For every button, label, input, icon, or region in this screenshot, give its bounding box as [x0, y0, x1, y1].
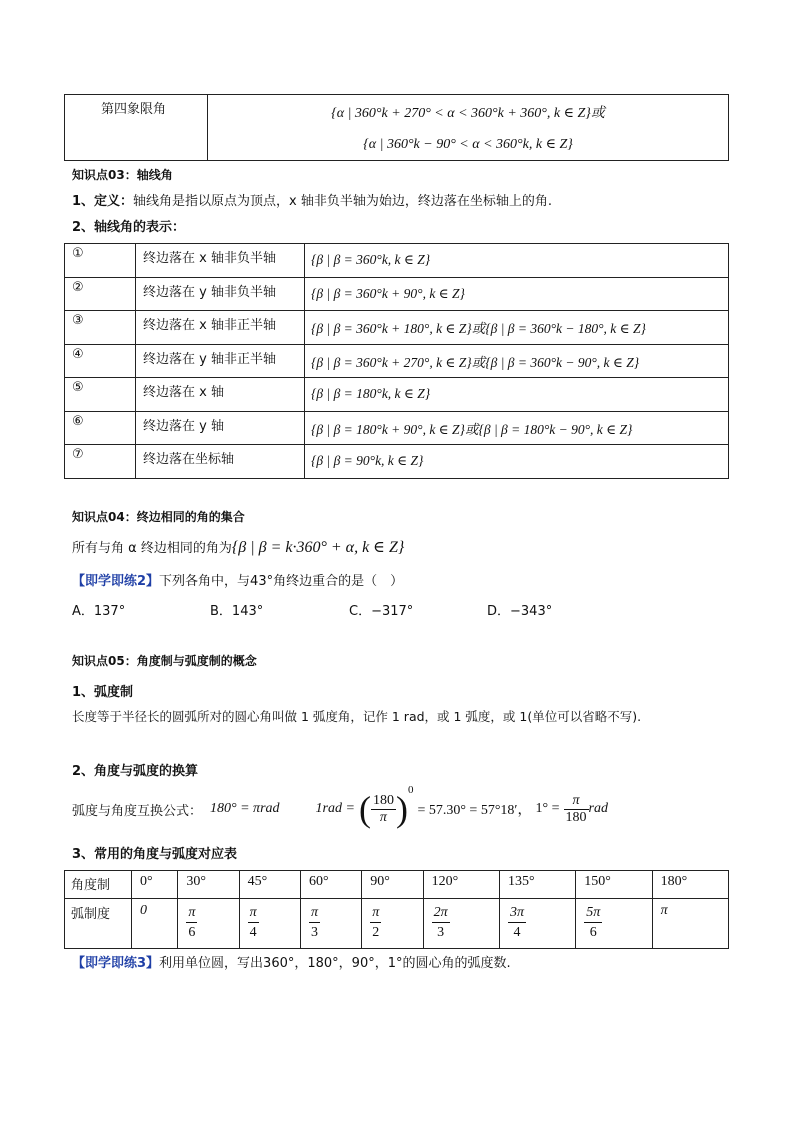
degree-value: 30° — [186, 874, 206, 889]
degree-value: 135° — [507, 874, 535, 889]
axis-row-number-cell — [65, 277, 136, 311]
degree-value: 0° — [140, 874, 153, 889]
radian-num: 5π — [584, 903, 602, 923]
section03-rep-title: 2、轴线角的表示： — [72, 220, 186, 235]
radian-num: π — [186, 903, 197, 923]
radian-fraction — [186, 903, 197, 942]
axis-row-set: {β | β = 360°k + 270°, k ∈ Z}或{β | β = 360°k − 90°, k ∈ Z} — [311, 354, 640, 370]
section05-title: 知识点05：角度制与弧度制的概念 — [72, 654, 257, 668]
table-row — [65, 445, 729, 479]
radian-den: 3 — [437, 925, 445, 940]
radian-cell — [362, 899, 423, 949]
conversion-b-paren-close: ) — [395, 789, 408, 829]
exercise2-option-d: D．−343° — [487, 604, 553, 619]
exercise3-text: 利用单位圆，写出360°，180°，90°，1°的圆心角的弧度数. — [159, 956, 511, 971]
degree-cell — [652, 871, 728, 899]
section03-title: 知识点03：轴线角 — [72, 168, 173, 182]
radian-fraction — [248, 903, 259, 942]
axis-row-desc-cell — [136, 411, 305, 445]
axis-row-number: ⑦ — [72, 447, 84, 462]
axis-row-set-cell — [305, 277, 729, 311]
degree-value: 180° — [660, 874, 688, 889]
axis-row-desc: 终边落在 y 轴 — [143, 418, 224, 434]
axis-angle-table — [64, 243, 729, 479]
section05-sub2: 2、角度与弧度的换算 — [72, 764, 199, 779]
table-row — [65, 311, 729, 345]
axis-row-set: {β | β = 360°k, k ∈ Z} — [311, 252, 431, 268]
radian-den: 2 — [372, 925, 380, 940]
axis-row-desc: 终边落在 y 轴非正半轴 — [143, 351, 276, 367]
degree-cell — [576, 871, 652, 899]
radian-num: 2π — [432, 903, 450, 923]
radian-fraction — [309, 903, 320, 942]
axis-row-desc-cell — [136, 378, 305, 412]
axis-row-number-cell — [65, 344, 136, 378]
axis-row-set-cell — [305, 311, 729, 345]
axis-row-set: {β | β = 360°k + 90°, k ∈ Z} — [311, 285, 465, 301]
quadrant-set-line2: {α | 360°k − 90° < α < 360°k, k ∈ Z} — [363, 137, 573, 152]
exercise3-tag: 【即学即练3】 — [72, 956, 160, 971]
exercise2-option-a: A．137° — [72, 604, 126, 619]
radian-fraction — [432, 903, 450, 942]
axis-row-number: ② — [72, 279, 84, 295]
degree-value: 60° — [308, 874, 329, 889]
radian-cell — [239, 899, 300, 949]
conversion-c-fraction — [564, 793, 589, 826]
degree-row — [65, 871, 729, 899]
conversion-a: 180° = πrad — [210, 801, 280, 816]
radian-den: 3 — [310, 925, 318, 940]
conversion-b-exp: 0 — [407, 784, 414, 796]
axis-row-set-cell — [305, 244, 729, 278]
axis-row-desc-cell — [136, 311, 305, 345]
degree-cell — [423, 871, 499, 899]
exercise2-option-c: C．−317° — [349, 604, 414, 619]
radian-row — [65, 899, 729, 949]
axis-row-desc-cell — [136, 344, 305, 378]
conversion-b-den: π — [379, 809, 387, 825]
radian-num: π — [309, 903, 320, 923]
conversion-formula-row — [72, 786, 608, 832]
conversion-c-left: 1° = — [535, 801, 560, 816]
degree-value: 90° — [370, 874, 390, 889]
radian-cell — [499, 899, 575, 949]
axis-row-set-cell — [305, 445, 729, 479]
conversion-c-den: 180 — [565, 809, 587, 825]
degree-cell — [132, 871, 178, 899]
radian-cell — [178, 899, 239, 949]
quadrant-set-line1: {α | 360°k + 270° < α < 360°k + 360°, k ∈ Z}或 — [331, 106, 605, 121]
quadrant-set-cell — [208, 95, 729, 161]
degree-row-label-cell — [65, 871, 132, 899]
section04-text — [72, 537, 404, 557]
radian-den: 4 — [513, 925, 521, 940]
axis-row-set: {β | β = 180°k + 90°, k ∈ Z}或{β | β = 180°k − 90°, k ∈ Z} — [311, 421, 633, 437]
radian-num: π — [370, 903, 381, 923]
degree-value: 120° — [431, 874, 459, 889]
radian-num: π — [248, 903, 259, 923]
radian-row-label-cell — [65, 899, 132, 949]
conversion-b-fraction — [371, 793, 396, 826]
section05-sub1: 1、弧度制 — [72, 685, 134, 700]
axis-row-desc: 终边落在 y 轴非负半轴 — [143, 284, 276, 300]
radian-fraction — [584, 903, 602, 942]
axis-row-number-cell — [65, 244, 136, 278]
axis-row-desc-cell — [136, 244, 305, 278]
axis-row-number-cell — [65, 311, 136, 345]
conversion-label: 弧度与角度互换公式： — [72, 803, 203, 819]
radian-cell — [576, 899, 652, 949]
table-row — [65, 411, 729, 445]
section03-definition — [72, 190, 552, 209]
axis-row-number: ⑤ — [72, 380, 84, 395]
radian-cell — [423, 899, 499, 949]
axis-row-desc-cell — [136, 445, 305, 479]
axis-row-number: ④ — [72, 346, 84, 362]
definition-text: 轴线角是指以原点为顶点，x 轴非负半轴为始边，终边落在坐标轴上的角. — [133, 194, 553, 209]
conversion-b-left: 1rad = — [315, 801, 355, 816]
axis-row-number-cell — [65, 411, 136, 445]
radian-cell — [300, 899, 361, 949]
degree-value: 45° — [247, 874, 268, 889]
axis-row-desc: 终边落在坐标轴 — [143, 452, 235, 467]
exercise3 — [72, 952, 511, 971]
table-row — [65, 244, 729, 278]
section04-desc: 所有与角 α 终边相同的角为 — [72, 541, 232, 556]
radian-den: 4 — [249, 925, 257, 940]
exercise2-question: 下列各角中，与43°角终边重合的是（ ） — [159, 574, 404, 589]
axis-row-desc-cell — [136, 277, 305, 311]
conversion-c-num: π — [564, 793, 589, 810]
radian-value: π — [660, 903, 668, 918]
radian-num: 3π — [508, 903, 526, 923]
axis-row-number: ① — [72, 246, 84, 261]
radian-cell — [132, 899, 178, 949]
axis-row-number-cell — [65, 378, 136, 412]
radian-value: 0 — [140, 903, 147, 918]
axis-row-number: ⑥ — [72, 413, 84, 429]
axis-row-set: {β | β = 180°k, k ∈ Z} — [311, 386, 431, 402]
table-row — [65, 344, 729, 378]
degree-radian-table — [64, 870, 729, 949]
section05-text1: 长度等于半径长的圆弧所对的圆心角叫做 1 弧度角，记作 1 rad，或 1 弧度，或 1(单位可以省略不写). — [72, 709, 642, 724]
radian-row-label: 弧制度 — [71, 907, 111, 922]
exercise2-tag: 【即学即练2】 — [72, 574, 160, 589]
definition-label: 1、定义： — [72, 194, 134, 209]
degree-cell — [362, 871, 423, 899]
degree-value: 150° — [584, 874, 611, 889]
degree-row-label: 角度制 — [71, 878, 111, 893]
axis-row-desc: 终边落在 x 轴非正半轴 — [143, 318, 276, 333]
radian-den: 6 — [188, 925, 196, 940]
axis-row-desc: 终边落在 x 轴 — [143, 385, 224, 400]
degree-cell — [300, 871, 361, 899]
conversion-b-num: 180 — [372, 792, 394, 808]
exercise2 — [72, 570, 403, 589]
degree-cell — [239, 871, 300, 899]
conversion-c-right: rad — [588, 801, 608, 816]
section04-formula: {β | β = k·360° + α, k ∈ Z} — [231, 539, 405, 556]
quadrant-table — [64, 94, 729, 161]
radian-fraction — [370, 903, 381, 942]
conversion-b-right: = 57.30° = 57°18′， — [417, 803, 532, 818]
section04-title: 知识点04：终边相同的角的集合 — [72, 510, 245, 524]
axis-row-set: {β | β = 360°k + 180°, k ∈ Z}或{β | β = 360°k − 180°, k ∈ Z} — [311, 321, 646, 337]
quadrant-label: 第四象限角 — [101, 102, 167, 117]
axis-row-set-cell — [305, 378, 729, 412]
axis-row-set-cell — [305, 344, 729, 378]
exercise2-option-b: B．143° — [210, 604, 264, 619]
degree-cell — [178, 871, 239, 899]
radian-cell — [652, 899, 728, 949]
table-row — [65, 277, 729, 311]
quadrant-label-cell — [65, 95, 208, 161]
axis-row-set-cell — [305, 411, 729, 445]
section05-sub3: 3、常用的角度与弧度对应表 — [72, 847, 238, 862]
radian-den: 6 — [589, 925, 597, 940]
degree-cell — [499, 871, 575, 899]
axis-row-set: {β | β = 90°k, k ∈ Z} — [311, 453, 424, 469]
axis-row-desc: 终边落在 x 轴非负半轴 — [143, 251, 276, 266]
table-row — [65, 378, 729, 412]
conversion-b-paren: ( — [358, 789, 371, 829]
axis-row-number-cell — [65, 445, 136, 479]
radian-fraction — [508, 903, 526, 942]
axis-row-number: ③ — [72, 313, 84, 328]
